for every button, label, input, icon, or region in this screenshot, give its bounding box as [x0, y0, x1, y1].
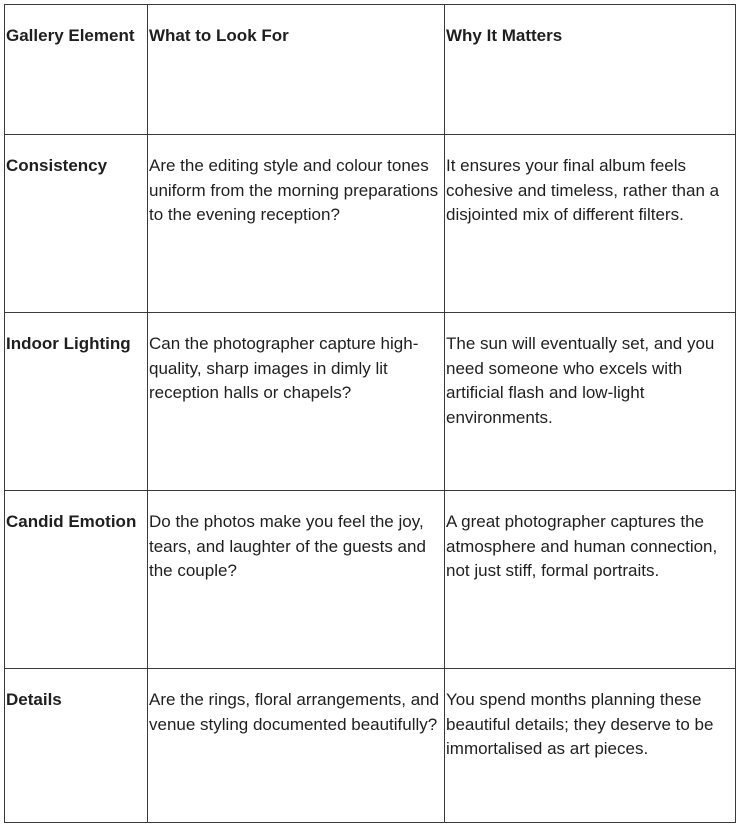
comparison-table [4, 4, 736, 823]
row-look-for-cell: Can the photographer capture high-quality, sharp images in dimly lit reception halls or chapels? [148, 313, 445, 491]
table-header-row [5, 5, 736, 135]
header-gallery-element: Gallery Element [5, 5, 148, 135]
header-why-it-matters: Why It Matters [445, 5, 736, 135]
row-element-cell: Details [5, 669, 148, 823]
row-look-for-cell: Do the photos make you feel the joy, tears, and laughter of the guests and the couple? [148, 491, 445, 669]
row-why-cell: The sun will eventually set, and you need someone who excels with artificial flash and low-light environments. [445, 313, 736, 491]
row-look-for-cell: Are the editing style and colour tones uniform from the morning preparations to the evening reception? [148, 135, 445, 313]
row-element-cell: Indoor Lighting [5, 313, 148, 491]
row-look-for-cell: Are the rings, floral arrangements, and venue styling documented beautifully? [148, 669, 445, 823]
table-row [5, 135, 736, 313]
row-element-cell: Consistency [5, 135, 148, 313]
table-row [5, 313, 736, 491]
row-why-cell: It ensures your final album feels cohesive and timeless, rather than a disjointed mix of different filters. [445, 135, 736, 313]
header-what-to-look-for: What to Look For [148, 5, 445, 135]
row-why-cell: You spend months planning these beautiful details; they deserve to be immortalised as art pieces. [445, 669, 736, 823]
row-element-cell: Candid Emotion [5, 491, 148, 669]
row-why-cell: A great photographer captures the atmosphere and human connection, not just stiff, formal portraits. [445, 491, 736, 669]
table-row [5, 491, 736, 669]
table-row [5, 669, 736, 823]
